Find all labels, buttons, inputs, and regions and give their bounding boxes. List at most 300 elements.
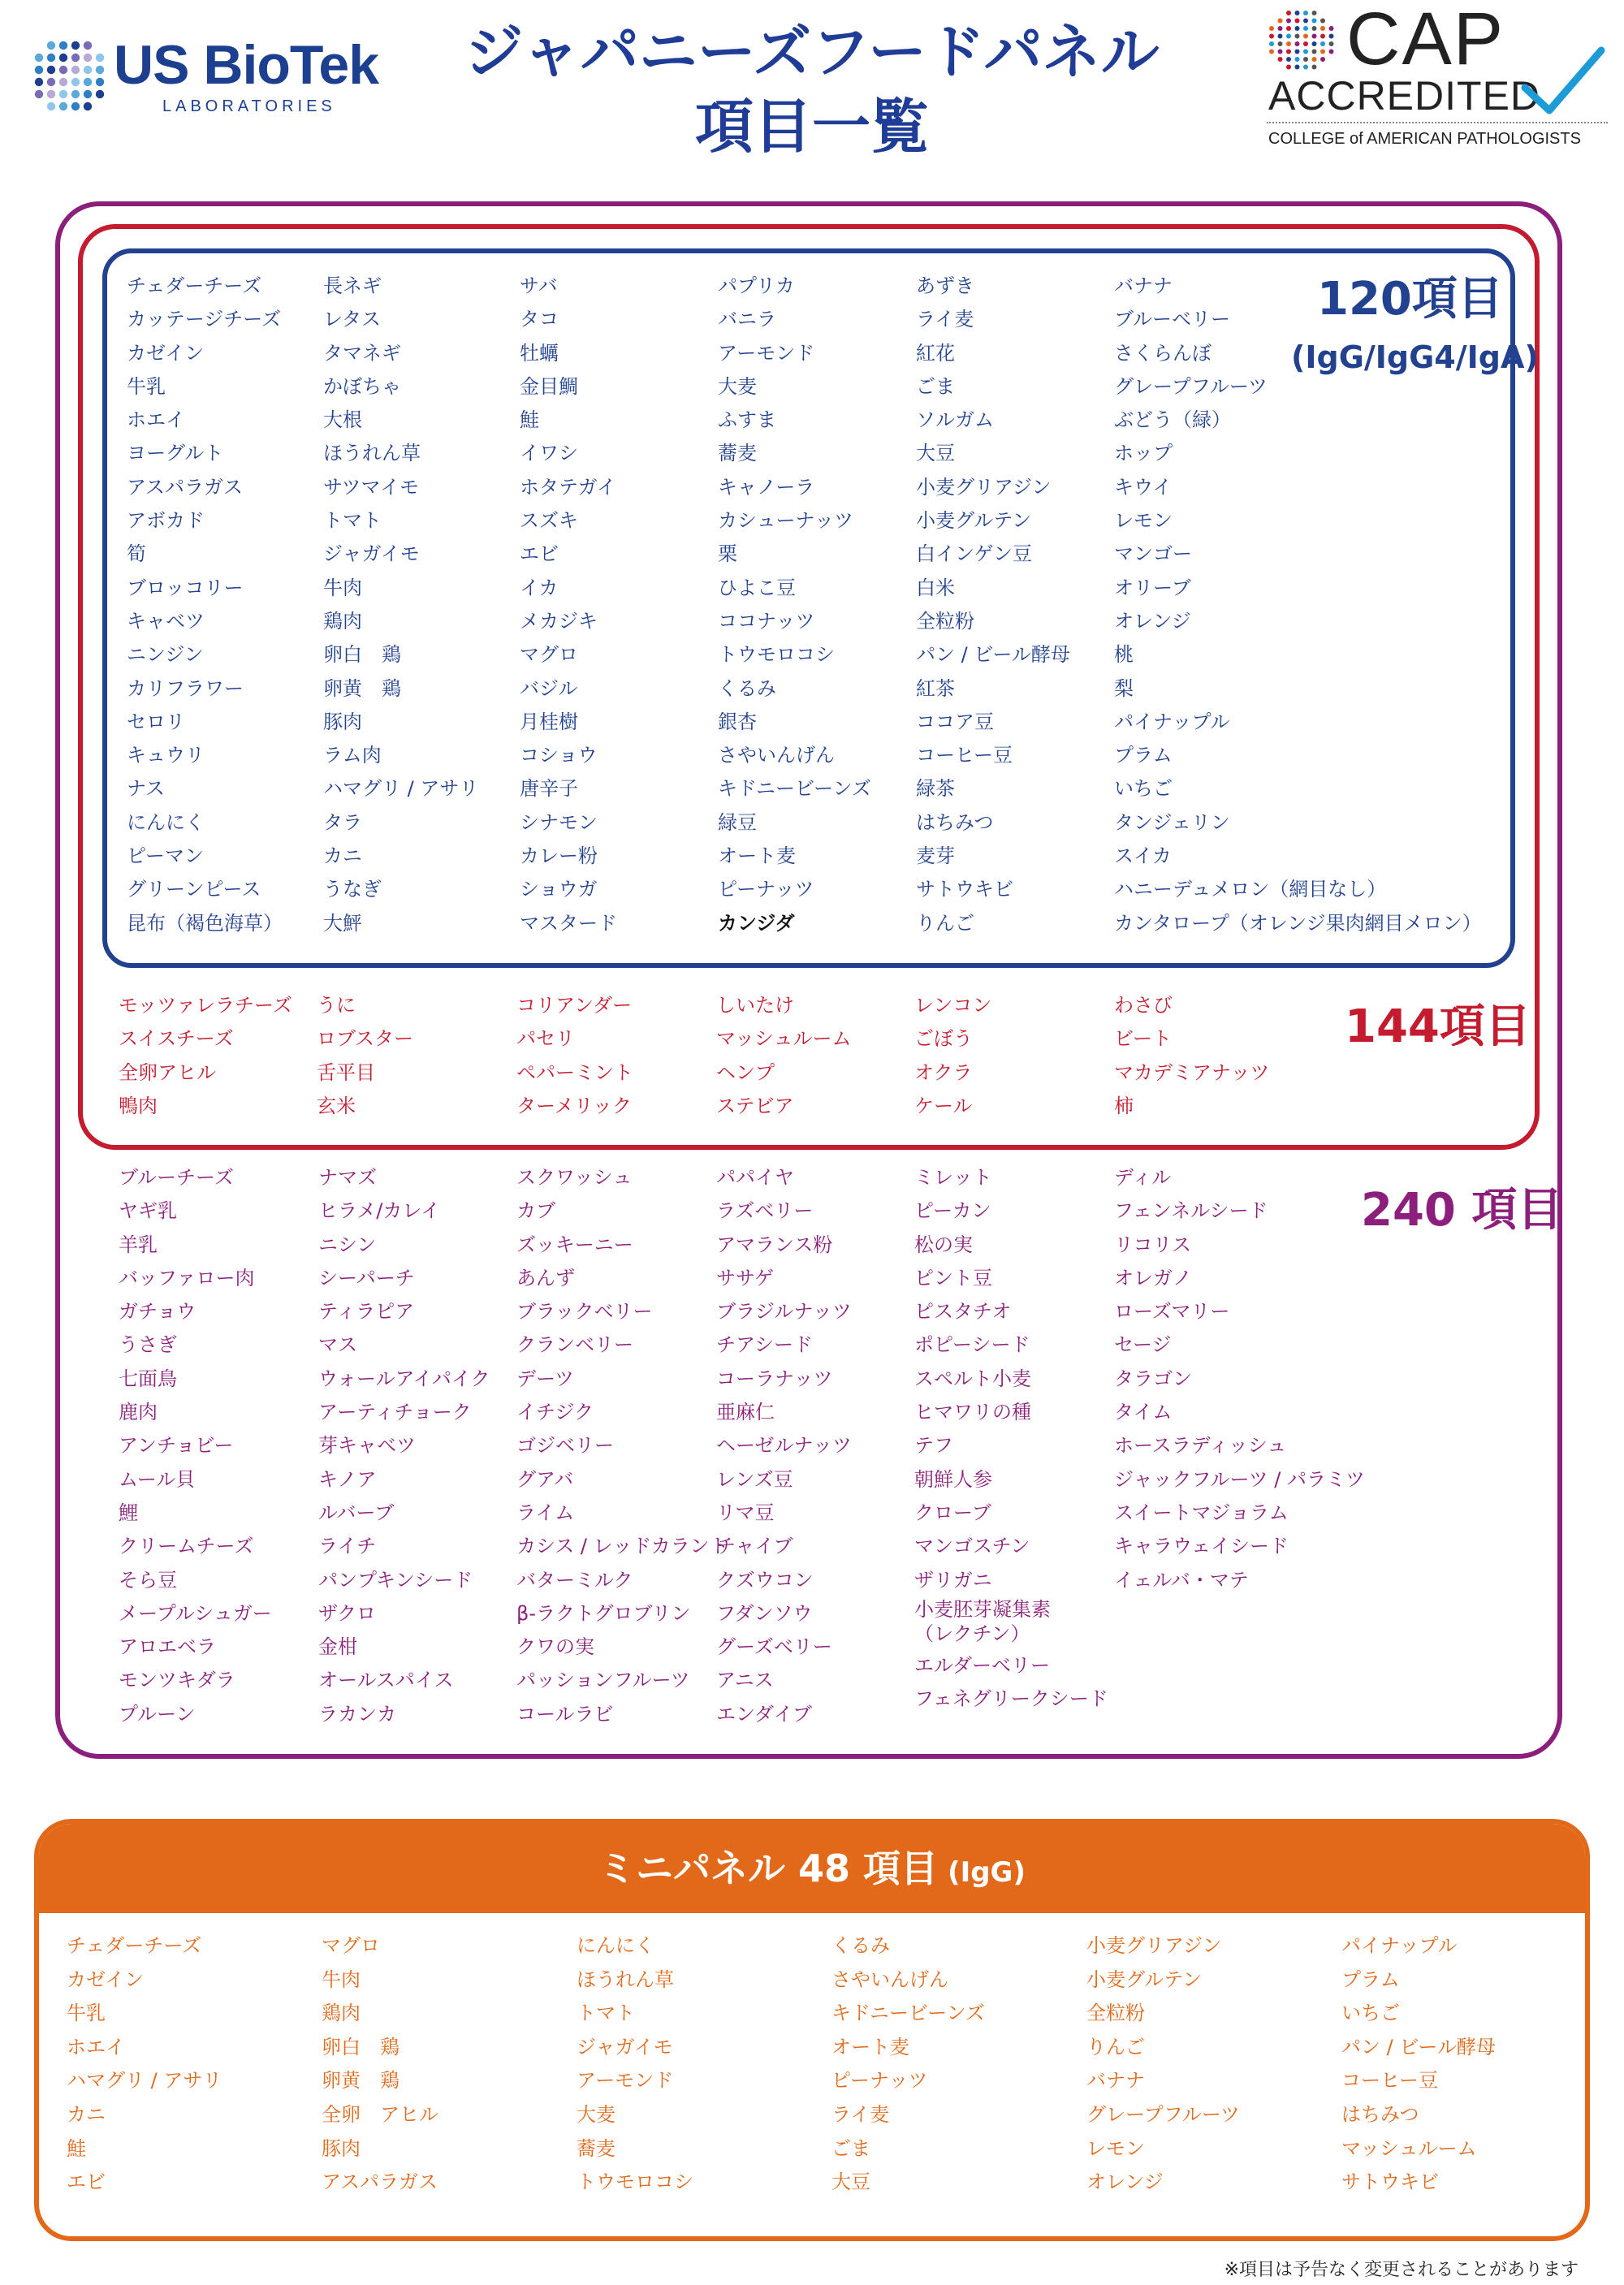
list-item: 蕎麦 (577, 2136, 615, 2160)
list-item: 全卵アヒル (119, 1060, 216, 1084)
list-item: カシス / レッドカラント (516, 1535, 729, 1558)
list-item: ブロッコリー (127, 576, 244, 599)
list-item: ブルーベリー (1114, 308, 1231, 331)
list-item: タマネギ (323, 341, 401, 365)
list-item: カッテージチーズ (127, 308, 282, 331)
list-item: マンゴスチン (914, 1535, 1030, 1558)
list-item: モッツァレラチーズ (119, 994, 292, 1017)
list-item: スイートマジョラム (1114, 1501, 1289, 1524)
list-item: 羊乳 (119, 1233, 158, 1256)
panel-144-column (716, 989, 852, 1123)
list-item: ごぼう (914, 1027, 973, 1051)
list-item: 筍 (127, 542, 146, 566)
list-item: 鮭 (520, 408, 539, 432)
list-item: オールスパイス (318, 1669, 454, 1692)
panel-240-column (516, 1161, 729, 1731)
list-item: いちご (1114, 777, 1173, 801)
cap-dots-icon (1267, 8, 1337, 73)
list-item: 大鮃 (323, 911, 362, 935)
list-item: ライ麦 (831, 2102, 890, 2126)
list-item: イワシ (520, 442, 578, 465)
list-item: 鴨肉 (119, 1094, 158, 1117)
list-item: カゼイン (127, 341, 205, 365)
mini-panel-column (67, 1929, 222, 2200)
list-item: ヒラメ/カレイ (318, 1199, 441, 1223)
list-item: さくらんぼ (1114, 341, 1212, 365)
list-item: リマ豆 (716, 1501, 775, 1524)
panel-144-label: 144項目 (1345, 1000, 1531, 1053)
list-item: カリフラワー (127, 676, 244, 700)
list-item: あずき (916, 274, 974, 297)
list-item: プラム (1341, 1968, 1400, 1991)
list-item: 牛肉 (322, 1968, 361, 1991)
mini-panel-column (1341, 1929, 1496, 2200)
list-item: エンダイブ (716, 1702, 812, 1726)
list-item: 舌平目 (317, 1060, 375, 1084)
list-item: スズキ (520, 509, 578, 533)
list-item: ヨーグルト (127, 442, 224, 465)
list-item: 卵黄 鶏 (323, 676, 401, 700)
list-item: マッシュルーム (1341, 2136, 1477, 2160)
list-item: ミレット (914, 1166, 992, 1189)
list-item: ターメリック (516, 1094, 632, 1117)
list-item: ピーカン (914, 1199, 991, 1223)
list-item: ごま (831, 2136, 870, 2160)
list-item: あんず (516, 1266, 575, 1289)
list-item: モンツキダラ (119, 1669, 235, 1692)
list-item: ピーナッツ (831, 2069, 928, 2093)
footnote: ※項目は予告なく変更されることがあります (1224, 2260, 1579, 2280)
list-item: にんにく (127, 810, 205, 834)
list-item: グレープフルーツ (1086, 2102, 1240, 2126)
list-item: ディル (1114, 1166, 1172, 1189)
list-item: ホタテガイ (520, 475, 616, 499)
list-item: マカデミアナッツ (1114, 1060, 1270, 1084)
list-item: 大麦 (718, 374, 757, 398)
divider (1267, 122, 1608, 123)
list-item: パッションフルーツ (516, 1669, 690, 1692)
list-item: キドニービーンズ (831, 2002, 985, 2025)
list-item: 鯉 (119, 1501, 138, 1524)
list-item: バジル (520, 676, 578, 700)
mini-panel-subtitle: (IgG) (948, 1856, 1026, 1889)
list-item: 全粒粉 (916, 609, 974, 633)
list-item: ローズマリー (1114, 1300, 1230, 1324)
list-item: うに (317, 994, 356, 1017)
list-item: テフ (914, 1434, 953, 1458)
list-item: キャノーラ (718, 475, 815, 499)
list-item: ザクロ (318, 1601, 377, 1625)
list-item: パン / ビール酵母 (916, 643, 1070, 667)
list-item: ジャガイモ (323, 542, 420, 566)
list-item: にんにく (577, 1934, 654, 1957)
list-item: キャラウェイシード (1114, 1535, 1289, 1558)
mini-panel-column (1086, 1929, 1240, 2200)
list-item: 牡蠣 (520, 341, 559, 365)
list-item: いちご (1341, 2002, 1400, 2025)
list-item: 蕎麦 (718, 442, 757, 465)
list-item: ルバーブ (318, 1501, 395, 1524)
cap-logo (1267, 0, 1608, 154)
list-item: オレガノ (1114, 1266, 1192, 1289)
list-item: マンゴー (1114, 542, 1192, 566)
list-item: スイカ (1114, 844, 1172, 868)
list-item: アンチョビー (119, 1434, 234, 1458)
list-item: デーツ (516, 1367, 575, 1390)
list-item: タコ (520, 308, 559, 331)
list-item: スイスチーズ (119, 1027, 234, 1051)
list-item: ふすま (718, 408, 776, 432)
list-item: ピーナッツ (718, 878, 814, 901)
list-item: 月桂樹 (520, 710, 578, 733)
panel-120-column (718, 270, 871, 940)
list-item: バターミルク (516, 1568, 633, 1592)
list-item: マグロ (520, 643, 578, 667)
list-item: さやいんげん (718, 744, 835, 767)
list-item: ナマズ (318, 1166, 377, 1189)
list-item: 小麦グリアジン (916, 475, 1052, 499)
list-item: レタス (323, 308, 382, 331)
list-item: 小麦胚芽凝集素（レクチン） (914, 1597, 1051, 1645)
list-item: アスパラガス (127, 475, 244, 499)
list-item: アロエベラ (119, 1635, 216, 1659)
list-item: 朝鮮人参 (914, 1467, 992, 1491)
list-item: オレンジ (1114, 609, 1191, 633)
list-item: 金目鯛 (520, 374, 578, 398)
list-item: ササゲ (716, 1266, 775, 1289)
list-item: キウイ (1114, 475, 1173, 499)
list-item: アーモンド (577, 2069, 674, 2093)
list-item: セージ (1114, 1333, 1172, 1357)
list-item: 昆布（褐色海草） (127, 911, 283, 935)
list-item: 梨 (1114, 676, 1134, 700)
cap-college: COLLEGE of AMERICAN PATHOLOGISTS (1268, 130, 1581, 148)
list-item: ホエイ (67, 2035, 125, 2058)
list-item: ハマグリ / アサリ (323, 777, 479, 801)
list-item: ほうれん草 (323, 442, 421, 465)
panel-240-column (914, 1161, 1108, 1716)
list-item: グリーンピース (127, 878, 261, 901)
list-item: はちみつ (916, 810, 994, 834)
list-item: ムール貝 (119, 1467, 196, 1491)
list-item: カニ (67, 2102, 106, 2126)
list-item: 金柑 (318, 1635, 357, 1659)
list-item: ポピーシード (914, 1333, 1030, 1357)
panel-240-column (1114, 1161, 1365, 1597)
panel-144-column (914, 989, 991, 1123)
list-item: パプリカ (718, 274, 795, 297)
list-item: クローブ (914, 1501, 991, 1524)
list-item: ステビア (716, 1094, 794, 1117)
list-item: シーパーチ (318, 1266, 415, 1289)
list-item: ゴジベリー (516, 1434, 614, 1458)
list-item: ごま (916, 374, 955, 398)
list-item: コーヒー豆 (1341, 2069, 1439, 2093)
panel-144-column (1114, 989, 1270, 1123)
list-item: 全粒粉 (1086, 2002, 1145, 2025)
list-item: フェネグリークシード (914, 1687, 1108, 1711)
list-item: 玄米 (317, 1094, 356, 1117)
list-item: コショウ (520, 744, 598, 767)
list-item: ブラジルナッツ (716, 1300, 852, 1324)
list-item: クリームチーズ (119, 1535, 254, 1558)
list-item: タイム (1114, 1401, 1173, 1424)
list-item: ケール (914, 1094, 973, 1117)
list-item: マスタード (520, 911, 617, 935)
list-item: ニシン (318, 1233, 377, 1256)
list-item: レンズ豆 (716, 1467, 793, 1491)
list-item: はちみつ (1341, 2102, 1419, 2126)
panel-240-column (119, 1161, 272, 1731)
list-item: ピスタチオ (914, 1300, 1012, 1324)
list-item: カレー粉 (520, 844, 598, 868)
list-item: 桃 (1114, 643, 1134, 667)
title-line-2: 項目一覧 (694, 93, 929, 161)
list-item: しいたけ (716, 994, 794, 1017)
list-item: 麦芽 (916, 844, 955, 868)
list-item: ショウガ (520, 878, 598, 901)
list-item: セロリ (127, 710, 185, 733)
list-item: ヒマワリの種 (914, 1401, 1031, 1424)
list-item: レンコン (914, 994, 992, 1017)
list-item: オート麦 (831, 2035, 909, 2058)
list-item: ホースラディッシュ (1114, 1434, 1287, 1458)
list-item: ズッキーニー (516, 1233, 633, 1256)
list-item: サトウキビ (916, 878, 1013, 901)
list-item: タラ (323, 810, 362, 834)
list-item: 鶏肉 (323, 609, 362, 633)
list-item: 紅茶 (916, 676, 955, 700)
list-item: 唐辛子 (520, 777, 578, 801)
list-item: コールラビ (516, 1702, 614, 1726)
panel-144-column (317, 989, 413, 1123)
us-biotek-logo (32, 32, 406, 122)
list-item: ナス (127, 777, 166, 801)
list-item: ラム肉 (323, 744, 382, 767)
list-item: パン / ビール酵母 (1341, 2035, 1496, 2058)
list-item: ココナッツ (718, 609, 815, 633)
panel-144-column (516, 989, 633, 1123)
list-item: オクラ (914, 1060, 973, 1084)
list-item: スペルト小麦 (914, 1367, 1031, 1390)
list-item: パンプキンシード (318, 1568, 473, 1592)
list-item: ペパーミント (516, 1060, 633, 1084)
list-item: ヘンプ (716, 1060, 775, 1084)
list-item: バッファロー肉 (119, 1266, 255, 1289)
list-item: 紅花 (916, 341, 955, 365)
list-item: クズウコン (716, 1568, 814, 1592)
list-item: 白インゲン豆 (916, 542, 1033, 566)
list-item: コーラナッツ (716, 1367, 833, 1390)
list-item: ウォールアイパイク (318, 1367, 490, 1390)
list-item: プラム (1114, 744, 1173, 767)
panel-120-sublabel: (IgG/IgG4/IgA) (1291, 339, 1539, 375)
list-item: 豚肉 (322, 2136, 361, 2160)
list-item: メープルシュガー (119, 1601, 272, 1625)
list-item: 大豆 (916, 442, 955, 465)
list-item: オート麦 (718, 844, 796, 868)
list-item: 緑茶 (916, 777, 955, 801)
mini-panel-column (831, 1929, 985, 2200)
panel-240-label: 240 項目 (1361, 1184, 1563, 1237)
list-item: ライ麦 (916, 308, 974, 331)
list-item: うなぎ (323, 878, 382, 901)
list-item: ホップ (1114, 442, 1173, 465)
list-item: パイナップル (1114, 710, 1230, 733)
list-item: ヤギ乳 (119, 1199, 177, 1223)
list-item: カンタロープ（オレンジ果肉網目メロン） (1114, 911, 1482, 935)
list-item: トマト (323, 509, 382, 533)
list-item: 白米 (916, 576, 955, 599)
list-item: ハマグリ / アサリ (67, 2069, 222, 2093)
list-item: 鶏肉 (322, 2002, 361, 2025)
list-item: チェダーチーズ (67, 1934, 202, 1957)
list-item: レモン (1114, 509, 1173, 533)
list-item: キドニービーンズ (718, 777, 871, 801)
list-item: タラゴン (1114, 1367, 1192, 1390)
panel-240-column (716, 1161, 852, 1731)
list-item: ほうれん草 (577, 1968, 674, 1991)
panel-120-column (127, 270, 283, 940)
list-item: さやいんげん (831, 1968, 948, 1991)
mini-panel-column (577, 1929, 693, 2200)
list-item: ココア豆 (916, 710, 994, 733)
list-item: パパイヤ (716, 1166, 794, 1189)
list-item: 栗 (718, 542, 737, 566)
list-item: 銀杏 (718, 710, 757, 733)
list-item: マッシュルーム (716, 1027, 852, 1051)
list-item: レモン (1086, 2136, 1145, 2160)
list-item: カゼイン (67, 1968, 145, 1991)
list-item: ビート (1114, 1027, 1173, 1051)
list-item: ピーマン (127, 844, 205, 868)
list-item: 卵白 鶏 (323, 643, 401, 667)
list-item: パセリ (516, 1027, 575, 1051)
us-biotek-dots-icon (32, 39, 106, 112)
list-item: ハニーデュメロン（網目なし） (1114, 878, 1387, 901)
list-item: コーヒー豆 (916, 744, 1013, 767)
list-item: 小麦グルテン (1086, 1968, 1203, 1991)
list-item: 緑豆 (718, 810, 757, 834)
page-title (430, 15, 1194, 164)
list-item: 七面鳥 (119, 1367, 177, 1390)
list-item: バナナ (1086, 2069, 1145, 2093)
list-item: フェンネルシード (1114, 1199, 1268, 1223)
list-item: マス (318, 1333, 357, 1357)
list-item: スクワッシュ (516, 1166, 633, 1189)
list-item: イカ (520, 576, 559, 599)
list-item: 大根 (323, 408, 362, 432)
list-item: トウモロコシ (577, 2171, 693, 2194)
list-item: エビ (67, 2171, 106, 2194)
list-item: アーモンド (718, 341, 815, 365)
mini-panel-header (39, 1824, 1585, 1913)
list-item: ピント豆 (914, 1266, 992, 1289)
list-item: バナナ (1114, 274, 1173, 297)
list-item: 鹿肉 (119, 1401, 158, 1424)
list-item: コリアンダー (516, 994, 633, 1017)
list-item: サツマイモ (323, 475, 420, 499)
list-item: アニス (716, 1669, 774, 1692)
list-item: タンジェリン (1114, 810, 1230, 834)
list-item: ニンジン (127, 643, 204, 667)
list-item: 牛乳 (67, 2002, 106, 2025)
list-item: ブルーチーズ (119, 1166, 234, 1189)
list-item: 長ネギ (323, 274, 382, 297)
list-item: チアシード (716, 1333, 814, 1357)
list-item: 柿 (1114, 1094, 1134, 1117)
checkmark-icon (1517, 45, 1606, 119)
list-item: 小麦グリアジン (1086, 1934, 1222, 1957)
list-item: カシューナッツ (718, 509, 854, 533)
cap-accredited: ACCREDITED (1268, 73, 1541, 119)
list-item: わさび (1114, 994, 1173, 1017)
list-item: 芽キャベツ (318, 1434, 416, 1458)
list-item: カンジダ (718, 911, 795, 935)
list-item: ガチョウ (119, 1300, 197, 1324)
logo-name: US BioTek (114, 34, 379, 96)
list-item: 松の実 (914, 1233, 973, 1256)
cap-text: CAP (1346, 0, 1505, 80)
list-item: ひよこ豆 (718, 576, 796, 599)
list-item: カニ (323, 844, 362, 868)
list-item: 全卵 アヒル (322, 2102, 438, 2126)
list-item: くるみ (831, 1934, 890, 1957)
list-item: ラカンカ (318, 1702, 396, 1726)
list-item: プルーン (119, 1702, 196, 1726)
list-item: メカジキ (520, 609, 598, 633)
list-item: グーズベリー (716, 1635, 832, 1659)
list-item: オリーブ (1114, 576, 1191, 599)
list-item: エルダーベリー (914, 1653, 1051, 1677)
panel-120-label: 120項目 (1317, 273, 1503, 326)
list-item: マグロ (322, 1934, 380, 1957)
list-item: サトウキビ (1341, 2171, 1439, 2194)
mini-panel-title: ミニパネル 48 項目 (598, 1847, 939, 1890)
list-item: カブ (516, 1199, 555, 1223)
list-item: トマト (577, 2002, 635, 2025)
list-item: バニラ (718, 308, 776, 331)
list-item: シナモン (520, 810, 598, 834)
list-item: 鮭 (67, 2136, 86, 2160)
list-item: ラズベリー (716, 1199, 814, 1223)
list-item: りんご (916, 911, 974, 935)
list-item: 大豆 (831, 2171, 870, 2194)
list-item: クランベリー (516, 1333, 633, 1357)
list-item: くるみ (718, 676, 776, 700)
logo-subtitle: LABORATORIES (162, 97, 336, 115)
list-item: 大麦 (577, 2102, 615, 2126)
list-item: イチジク (516, 1401, 594, 1424)
list-item: 卵白 鶏 (322, 2035, 400, 2058)
list-item: キュウリ (127, 744, 205, 767)
list-item: 豚肉 (323, 710, 362, 733)
list-item: ブラックベリー (516, 1300, 653, 1324)
list-item: フダンソウ (716, 1601, 813, 1625)
list-item: ロブスター (317, 1027, 414, 1051)
list-item: うさぎ (119, 1333, 177, 1357)
title-line-1: ジャパニーズフードパネル (464, 18, 1160, 86)
panel-120-column (916, 270, 1070, 940)
mini-panel-column (322, 1929, 438, 2200)
list-item: オレンジ (1086, 2171, 1164, 2194)
list-item: グアバ (516, 1467, 574, 1491)
panel-240-column (318, 1161, 490, 1731)
list-item: かぼちゃ (323, 374, 401, 398)
list-item: キャベツ (127, 609, 205, 633)
list-item: チャイブ (716, 1535, 793, 1558)
list-item: ヘーゼルナッツ (716, 1434, 853, 1458)
